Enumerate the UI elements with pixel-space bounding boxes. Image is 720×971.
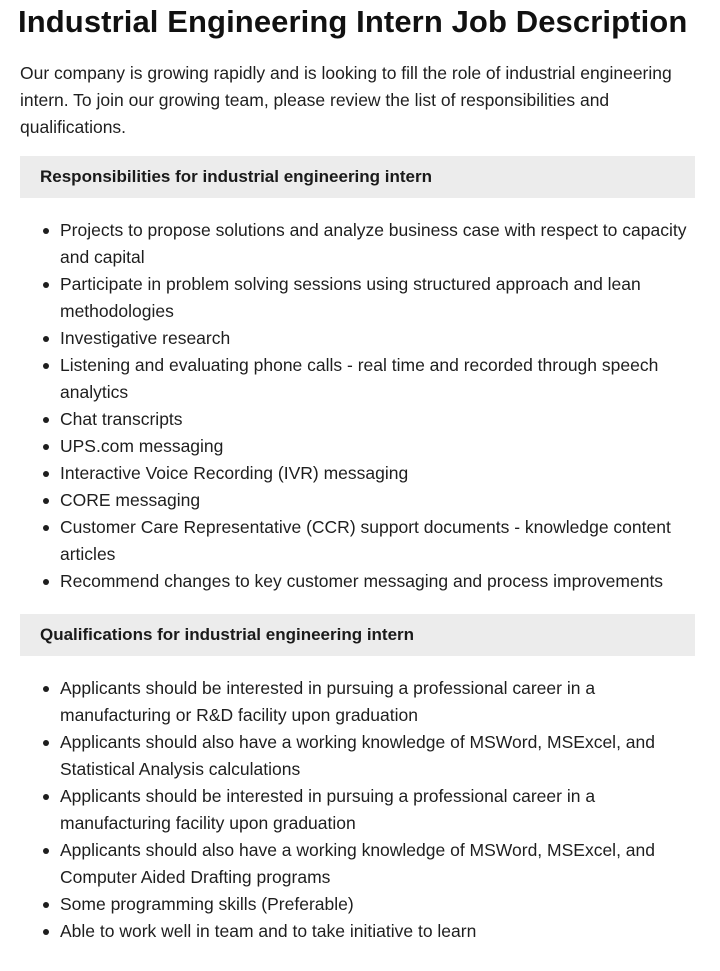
list-item: UPS.com messaging xyxy=(60,433,700,460)
intro-paragraph: Our company is growing rapidly and is looking to fill the role of industrial engineering intern. To join our growing team, please review the list of responsibilities and qualifications. xyxy=(20,63,672,137)
list-item: Investigative research xyxy=(60,325,700,352)
list-item: Some programming skills (Preferable) xyxy=(60,891,700,918)
responsibilities-heading: Responsibilities for industrial engineering intern xyxy=(20,156,695,198)
list-item: Applicants should also have a working knowledge of MSWord, MSExcel, and Statistical Analysis calculations xyxy=(60,729,700,783)
list-item: Recommend changes to key customer messaging and process improvements xyxy=(60,568,700,595)
list-item: Listening and evaluating phone calls - real time and recorded through speech analytics xyxy=(60,352,700,406)
list-item: CORE messaging xyxy=(60,487,700,514)
list-item: Able to work well in team and to take initiative to learn xyxy=(60,918,700,945)
list-item: Projects to propose solutions and analyze business case with respect to capacity and capital xyxy=(60,217,700,271)
list-item: Chat transcripts xyxy=(60,406,700,433)
list-item: Participate in problem solving sessions using structured approach and lean methodologies xyxy=(60,271,700,325)
list-item: Interactive Voice Recording (IVR) messaging xyxy=(60,460,700,487)
list-item: Applicants should be interested in pursuing a professional career in a manufacturing facility upon graduation xyxy=(60,783,700,837)
list-item: Applicants should also have a working knowledge of MSWord, MSExcel, and Computer Aided Drafting programs xyxy=(60,837,700,891)
page-title: Industrial Engineering Intern Job Description xyxy=(18,4,688,39)
list-item: Applicants should be interested in pursuing a professional career in a manufacturing or R&D facility upon graduation xyxy=(60,675,700,729)
qualifications-list xyxy=(20,675,700,945)
list-item: Customer Care Representative (CCR) support documents - knowledge content articles xyxy=(60,514,700,568)
responsibilities-list xyxy=(20,217,700,595)
qualifications-heading: Qualifications for industrial engineering intern xyxy=(20,614,695,656)
